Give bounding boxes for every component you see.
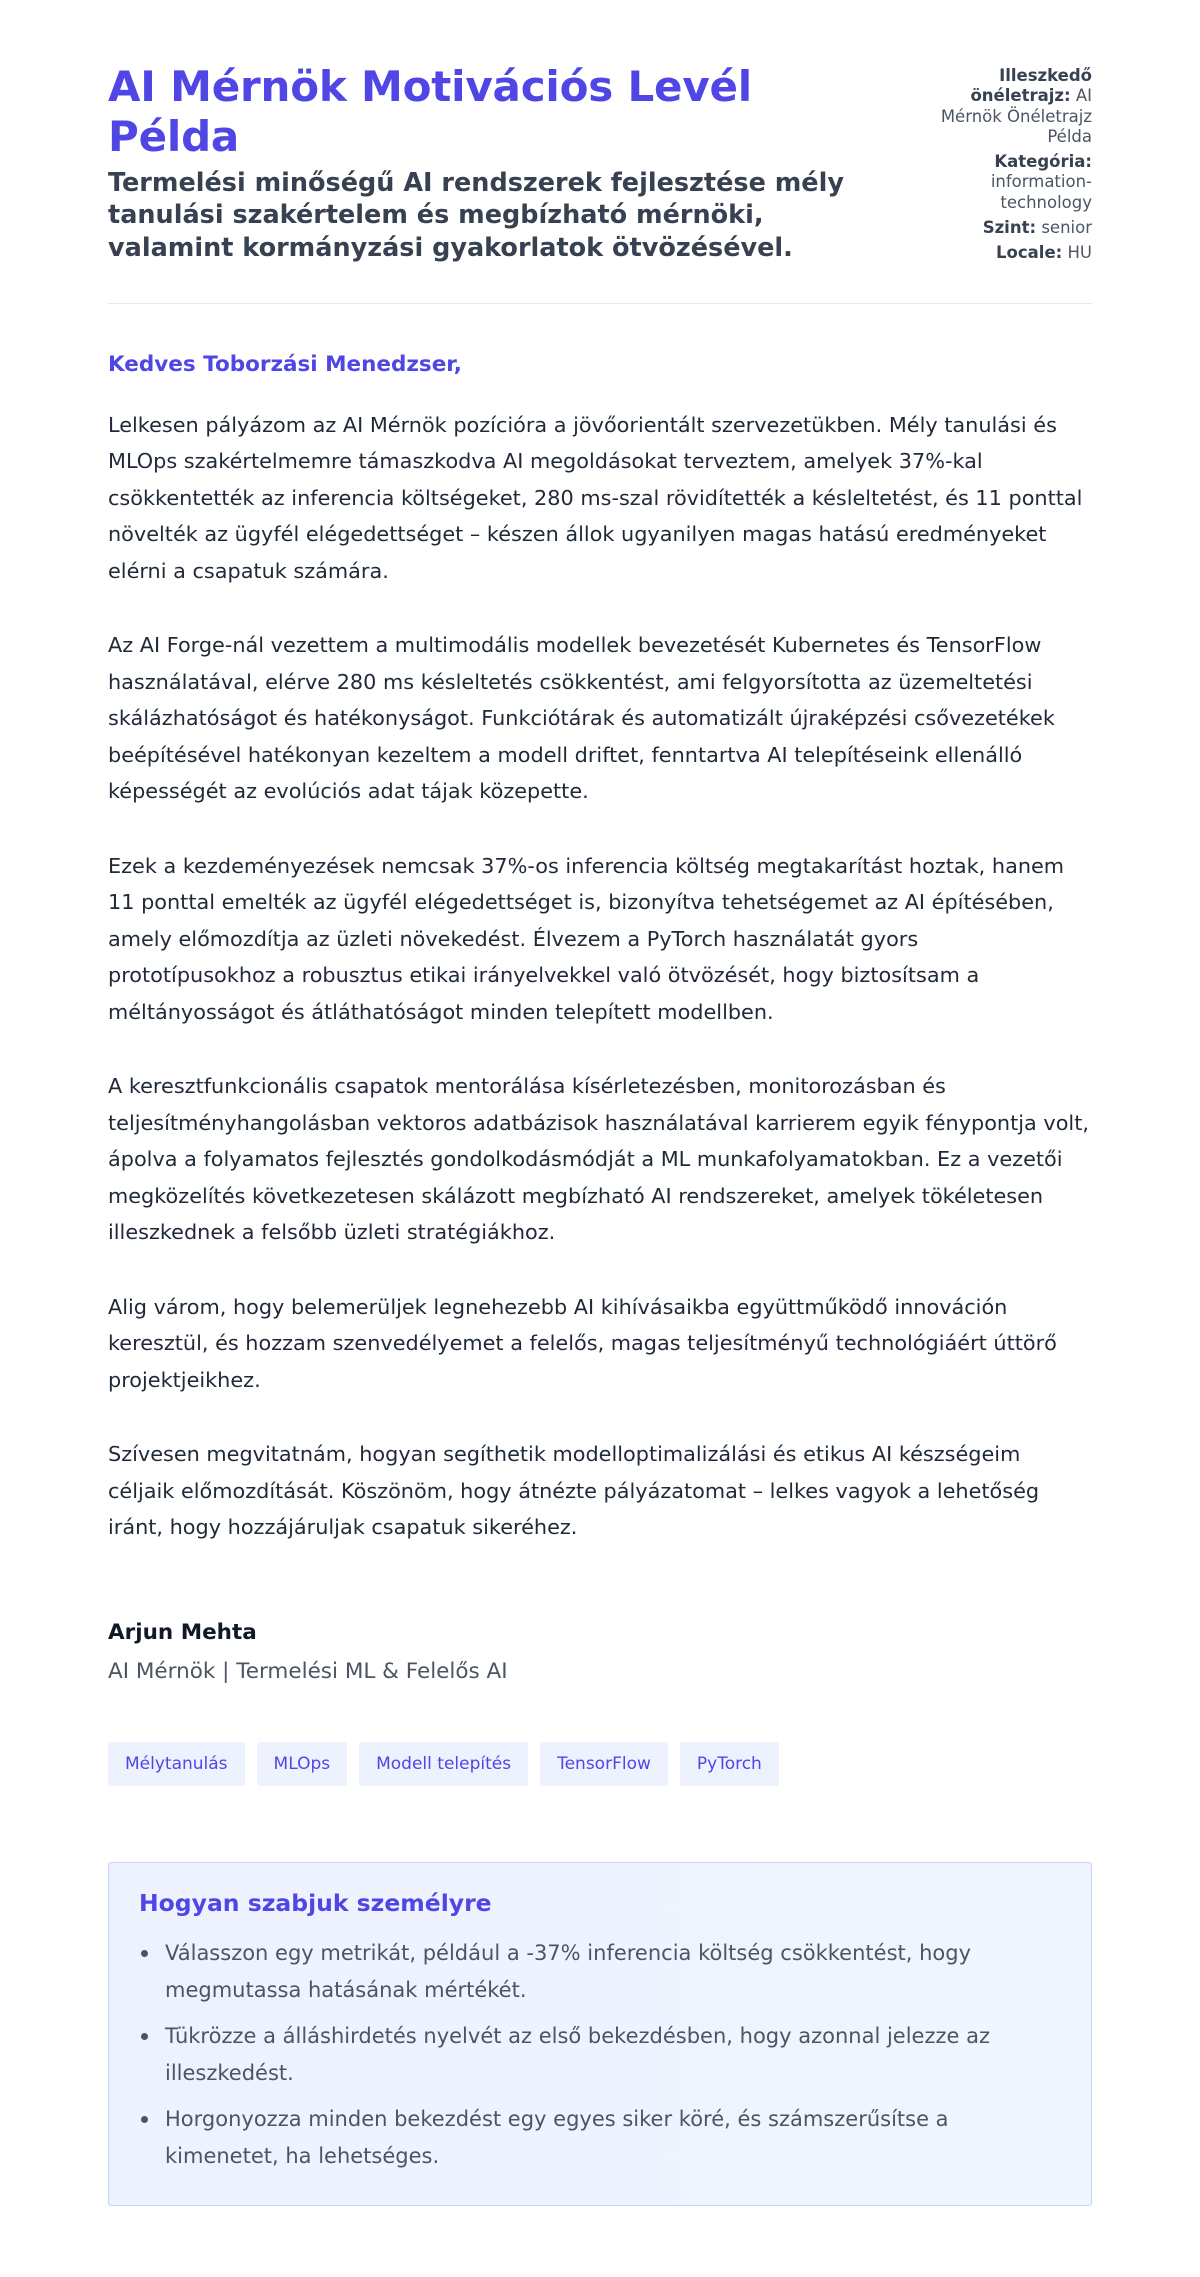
meta-resume-value: AI Mérnök Önéletrajz Példa: [940, 86, 1092, 146]
skill-tag: MLOps: [257, 1742, 348, 1786]
letter-paragraph: Az AI Forge-nál vezettem a multimodális modellek bevezetését Kubernetes és TensorFlow használatával, elérve 280 ms késleltetés csökkentést, ami felgyorsította az üzemeltetési skálázhatóságot és hatékonyságot. Funkciótárak és automatizált újraképzési csővezetékek beépítésével hatékonyan kezeltem a modell driftet, fenntartva AI telepítéseink ellenálló képességét az evolúciós adat tájak közepette.: [108, 633, 1055, 804]
letter-paragraph: Ezek a kezdeményezések nemcsak 37%-os inferencia költség megtakarítást hoztak, hanem 11 ponttal emelték az ügyfél elégedettséget is, bizonyítva tehetségemet az AI építésében, amely előmozdítja az üzleti növekedést. Élvezem a PyTorch használatát gyors prototípusokhoz a robusztus etikai irányelvekkel való ötvözését, hogy biztosítsam a méltányosságot és átláthatóságot minden telepített modellben.: [108, 853, 1065, 1024]
meta-panel: [914, 66, 1092, 269]
letter-paragraph: Lelkesen pályázom az AI Mérnök pozícióra a jövőorientált szervezetükben. Mély tanulási és MLOps szakértelmemre támaszkodva AI megoldásokat terveztem, amelyek 37%-kal csökkentették az inferencia költségeket, 280 ms-szal rövidítették a késleltetést, és 11 ponttal növelték az ügyfél elégedettséget – készen állok ugyanilyen magas hatású eredményeket elérni a csapatuk számára.: [108, 412, 1083, 583]
page-title: AI Mérnök Motivációs Levél Példa: [108, 62, 752, 162]
letter-greeting: Kedves Toborzási Menedzser,: [108, 351, 462, 377]
meta-locale: [914, 243, 1092, 263]
meta-level-label: Szint:: [982, 217, 1037, 237]
meta-level: [914, 218, 1092, 238]
tips-title: Hogyan szabjuk személyre: [139, 1888, 492, 1917]
meta-category: [914, 152, 1092, 213]
letter-body: [108, 352, 1092, 1546]
meta-category-value: information-technology: [990, 172, 1092, 212]
meta-resume-label: Illeszkedő önéletrajz:: [970, 66, 1092, 106]
tips-list-item: Tükrözze a álláshirdetés nyelvét az első bekezdésben, hogy azonnal jelezze az illeszkedést.: [165, 2018, 1061, 2092]
tips-list-item: Válasszon egy metrikát, például a -37% inferencia költség csökkentést, hogy megmutassa hatásának mértékét.: [165, 1935, 1061, 2009]
meta-locale-label: Locale:: [996, 243, 1063, 263]
page-subtitle: Termelési minőségű AI rendszerek fejlesztése mély tanulási szakértelem és megbízható mérnöki, valamint kormányzási gyakorlatok ötvözésével.: [108, 167, 844, 263]
letter-paragraphs: [108, 407, 1092, 1546]
skill-tags: [108, 1742, 1092, 1786]
skill-tag: TensorFlow: [540, 1742, 668, 1786]
letter-paragraph: Alig várom, hogy belemerüljek legnehezebb AI kihívásaikba együttműködő innováción keresztül, és hozzam szenvedélyemet a felelős, magas teljesítményű technológiáért úttörő projektjeikhez.: [108, 1294, 1057, 1392]
signature-block: [108, 1620, 1092, 1684]
signature-name: Arjun Mehta: [108, 1619, 257, 1645]
tips-list: [139, 1935, 1061, 2175]
letter-header: [108, 62, 1092, 304]
skill-tag: Modell telepítés: [359, 1742, 528, 1786]
customization-tips-box: [108, 1862, 1092, 2206]
meta-resume: [914, 66, 1092, 147]
meta-locale-value: HU: [1067, 243, 1092, 263]
signature-role: AI Mérnök | Termelési ML & Felelős AI: [108, 1658, 508, 1684]
tips-list-item: Horgonyozza minden bekezdést egy egyes siker köré, és számszerűsítse a kimenetet, ha lehetséges.: [165, 2101, 1061, 2175]
letter-paragraph: Szívesen megvitatnám, hogyan segíthetik modelloptimalizálási és etikus AI készségeim céljaik előmozdítását. Köszönöm, hogy átnézte pályázatomat – lelkes vagyok a lehetőség iránt, hogy hozzájáruljak csapatuk sikeréhez.: [108, 1442, 1040, 1540]
meta-level-value: senior: [1041, 217, 1092, 237]
meta-category-label: Kategória:: [994, 152, 1092, 172]
skill-tag: Mélytanulás: [108, 1742, 245, 1786]
header-titles: [108, 62, 888, 264]
letter-paragraph: A keresztfunkcionális csapatok mentorálása kísérletezésben, monitorozásban és teljesítményhangolásban vektoros adatbázisok használatával karrierem egyik fénypontja volt, ápolva a folyamatos fejlesztés gondolkodásmódját a ML munkafolyamatokban. Ez a vezetői megközelítés következetesen skálázott megbízható AI rendszereket, amelyek tökéletesen illeszkednek a felsőbb üzleti stratégiákhoz.: [108, 1074, 1089, 1245]
skill-tag: PyTorch: [680, 1742, 779, 1786]
